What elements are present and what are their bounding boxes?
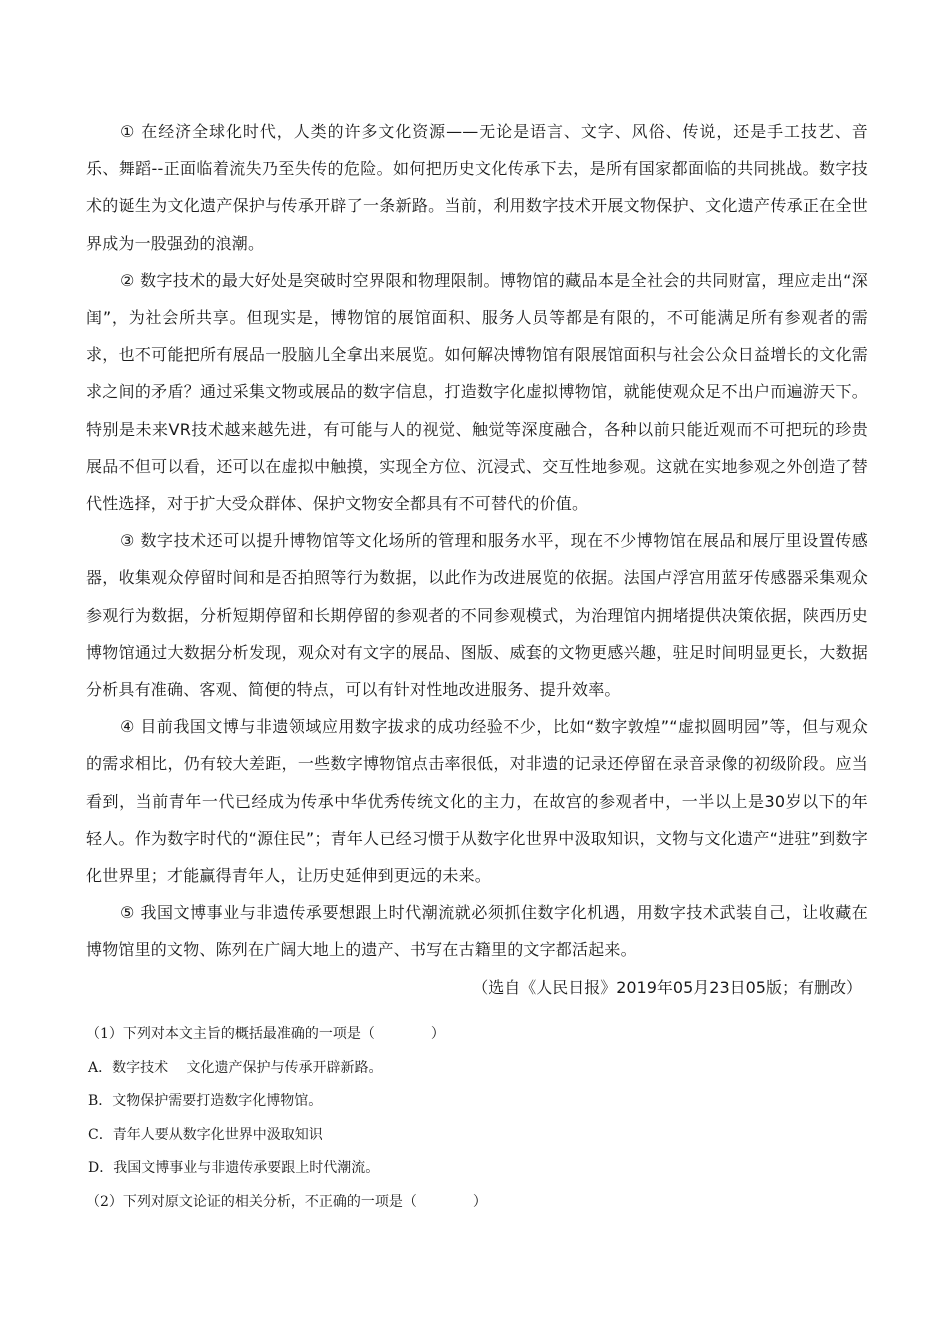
question-1-option-d: D．我国文博事业与非遗传承要跟上时代潮流。: [88, 1160, 380, 1177]
paragraph-4: ④ 目前我国文博与非遗领域应用数字拔求的成功经验不少，比如“数字敦煌”“虚拟圆明园”等，但与观众的需求相比，仍有较大差距，一些数字博物馆点击率很低，对非遗的记录还停留在录音录像的初级阶段。应当看到，当前青年一代已经成为传承中华优秀传统文化的主力，在故宫的参观者中，一半以上是30岁以下的年轻人。作为数字时代的“源住民”；青年人已经习惯于从数字化世界中汲取知识，文物与文化遗产“进驻”到数字化世界里；才能赢得青年人，让历史延伸到更远的未来。: [86, 717, 868, 886]
question-1-option-b: B．文物保护需要打造数字化博物馆。: [88, 1093, 323, 1110]
paragraph-3: ③ 数字技术还可以提升博物馆等文化场所的管理和服务水平，现在不少博物馆在展品和展厅里设置传感器，收集观众停留时间和是否拍照等行为数据，以此作为改进展览的依据。法国卢浮宫用蓝牙传感器采集观众参观行为数据，分析短期停留和长期停留的参观者的不同参观模式，为治理馆内拥堵提供决策依据，陕西历史博物馆通过大数据分析发现，观众对有文字的展品、图版、威套的文物更感兴趣，驻足时间明显更长，大数据分析具有准确、客观、简便的特点，可以有针对性地改进服务、提升效率。: [86, 531, 868, 700]
question-section: [86, 1018, 868, 1220]
question-2-stem: （2）下列对原文论证的相关分析，不正确的一项是（ ）: [86, 1193, 487, 1210]
question-1-option-a: A．数字技术 文化遗产保护与传承开辟新路。: [88, 1059, 383, 1076]
paragraph-5: ⑤ 我国文博事业与非遗传承要想跟上时代潮流就必须抓住数字化机遇，用数字技术武装自己，让收藏在博物馆里的文物、陈列在广阔大地上的遗产、书写在古籍里的文字都活起来。: [86, 903, 868, 960]
article-body: [86, 113, 868, 1006]
paragraph-1: ① 在经济全球化时代，人类的许多文化资源——无论是语言、文字、风俗、传说，还是手工技艺、音乐、舞蹈--正面临着流失乃至失传的危险。如何把历史文化传承下去，是所有国家都面临的共同挑战。数字技术的诞生为文化遗产保护与传承开辟了一条新路。当前，利用数字技术开展文物保护、文化遗产传承正在全世界成为一股强劲的浪潮。: [86, 122, 868, 253]
paragraph-2: ② 数字技术的最大好处是突破时空界限和物理限制。博物馆的藏品本是全社会的共同财富，理应走出“深闺”，为社会所共享。但现实是，博物馆的展馆面积、服务人员等都是有限的，不可能满足所有参观者的需求，也不可能把所有展品一股脑儿全拿出来展览。如何解决博物馆有限展馆面积与社会公众日益增长的文化需求之间的矛盾？通过采集文物或展品的数字信息，打造数字化虚拟博物馆，就能使观众足不出户而遍游天下。特别是未来VR技术越来越先进，有可能与人的视觉、触觉等深度融合，各种以前只能近观而不可把玩的珍贵展品不但可以看，还可以在虚拟中触摸，实现全方位、沉浸式、交互性地参观。这就在实地参观之外创造了替代性选择，对于扩大受众群体、保护文物安全都具有不可替代的价值。: [86, 270, 868, 514]
article-source: （选自《人民日报》2019年05月23日05版；有删改）: [472, 977, 862, 997]
question-1-option-c: C．青年人要从数字化世界中汲取知识: [88, 1126, 323, 1143]
question-1-stem: （1）下列对本文主旨的概括最准确的一项是（ ）: [86, 1026, 445, 1042]
